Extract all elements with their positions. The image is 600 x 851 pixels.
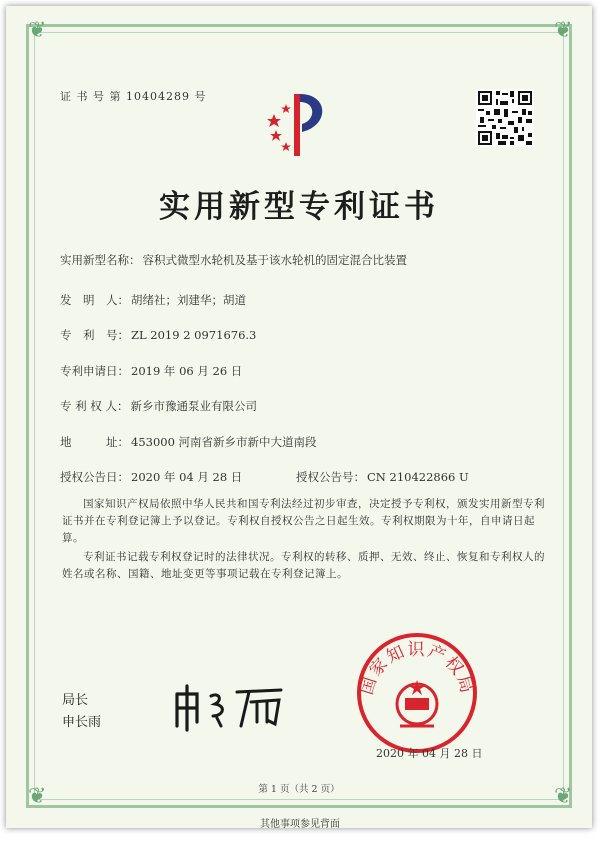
svg-text:国家知识产权局: 国家知识产权局 bbox=[356, 640, 478, 698]
utility-model-name: 容积式微型水轮机及基于该水轮机的固定混合比装置 bbox=[142, 253, 407, 267]
filing-date: 2019 年 06 月 26 日 bbox=[131, 364, 243, 378]
inventor: 胡绪社；刘建华；胡道 bbox=[131, 293, 246, 307]
grant-statement-paragraph: 国家知识产权局依照中华人民共和国专利法经过初步审查，决定授予专利权，颁发实用新型专利证书并在专利登记簿上予以登记。专利权自授权公告之日起生效。专利权期限为十年，自申请日起算。 bbox=[62, 498, 545, 544]
field-label: 专利申请日： bbox=[60, 364, 129, 378]
cnipa-logo-icon bbox=[264, 86, 334, 158]
grant-date: 2020 年 04 月 28 日 bbox=[131, 470, 243, 484]
corner-ornament-icon: ❦ bbox=[554, 18, 573, 43]
field-label: 专 利 号： bbox=[60, 328, 129, 342]
filing-date-row bbox=[60, 363, 242, 379]
corner-ornament-icon: ❦ bbox=[554, 784, 573, 809]
official-seal bbox=[356, 632, 478, 754]
address-row bbox=[60, 434, 317, 450]
field-label: 专 利 权 人： bbox=[60, 399, 129, 413]
patentee: 新乡市豫通泵业有限公司 bbox=[130, 399, 257, 413]
document-title: 实用新型专利证书 bbox=[159, 189, 439, 225]
grant-number-row bbox=[296, 469, 469, 485]
certificate-number: 证 书 号 第 10404289 号 bbox=[60, 90, 207, 103]
back-side-note: 其他事项参见背面 bbox=[260, 819, 340, 830]
director-title: 局长 bbox=[62, 693, 89, 708]
grant-date-row bbox=[60, 469, 242, 485]
director-name: 申长雨 bbox=[62, 715, 102, 730]
page-number: 第 1 页（共 2 页） bbox=[258, 784, 340, 795]
grant-number: CN 210422866 U bbox=[367, 470, 469, 484]
corner-ornament-icon: ❦ bbox=[28, 784, 47, 809]
utility-model-name-row bbox=[60, 252, 407, 268]
field-label: 地 址： bbox=[60, 435, 129, 449]
certificate-paper bbox=[6, 6, 592, 828]
field-label: 授权公告日： bbox=[60, 470, 129, 484]
patentee-row bbox=[60, 398, 257, 414]
director-signature bbox=[171, 682, 291, 732]
field-label: 实用新型名称： bbox=[60, 253, 141, 267]
corner-ornament-icon: ❦ bbox=[28, 18, 47, 43]
field-label: 授权公告号： bbox=[296, 470, 365, 484]
address: 453000 河南省新乡市新中大道南段 bbox=[131, 435, 317, 449]
legal-status-paragraph: 专利证书记载专利权登记时的法律状况。专利权的转移、质押、无效、终止、恢复和专利权人的姓名或名称、国籍、地址变更等事项记载在专利登记簿上。 bbox=[62, 551, 545, 580]
patent-number: ZL 2019 2 0971676.3 bbox=[131, 328, 257, 342]
field-label: 发 明 人： bbox=[60, 293, 129, 307]
qr-code-icon bbox=[476, 89, 534, 147]
patent-number-row bbox=[60, 327, 256, 343]
seal-date: 2020 年 04 月 28 日 bbox=[376, 747, 483, 760]
inventor-row bbox=[60, 292, 246, 308]
